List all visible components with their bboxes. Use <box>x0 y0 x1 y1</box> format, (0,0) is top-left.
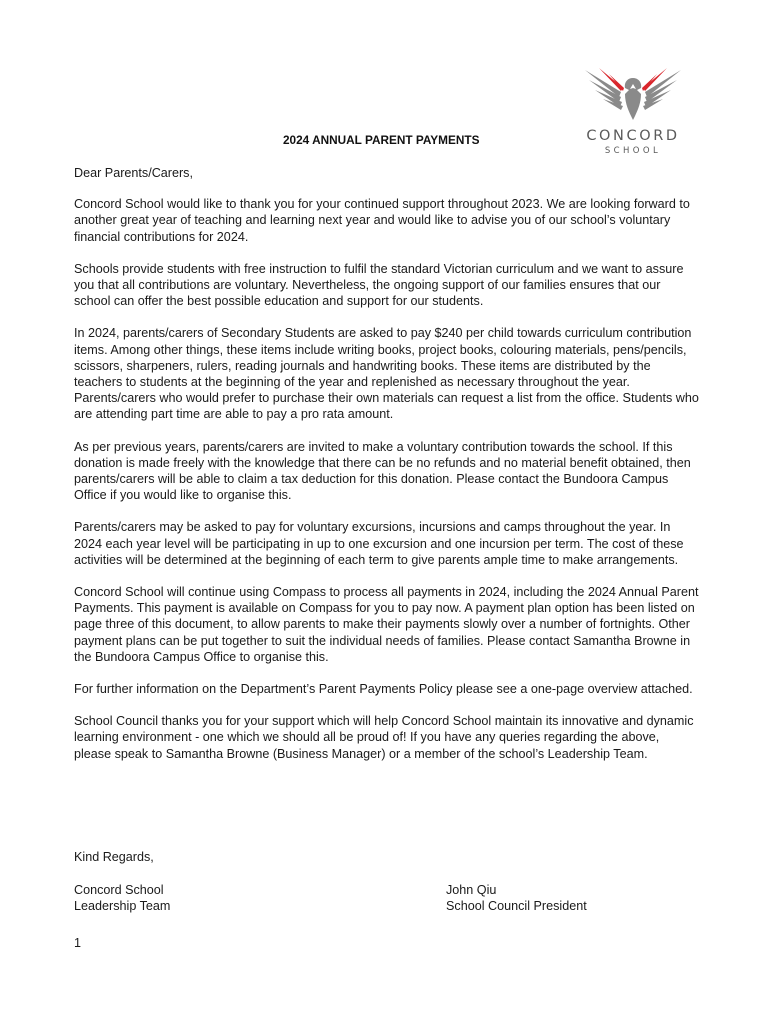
greeting: Dear Parents/Carers, <box>74 166 193 180</box>
paragraph-1: Concord School would like to thank you for your continued support throughout 2023. We are looking forward to another great year of teaching and learning next year and would like to advise you of our school’s voluntary financial contributions for 2024. <box>74 197 690 244</box>
signature-right-line1: John Qiu <box>446 883 497 897</box>
logo-subtitle: SCHOOL <box>604 146 662 156</box>
paragraph-2: Schools provide students with free instruction to fulfil the standard Victorian curriculum and we want to assure you that all contributions are voluntary. Nevertheless, the ongoing support of our families ensures that our school can offer the best possible education and support for our students. <box>74 261 684 309</box>
closing-salutation: Kind Regards, <box>74 850 154 864</box>
signature-left <box>74 882 170 914</box>
page-number: 1 <box>74 936 82 950</box>
paragraph-4: As per previous years, parents/carers are invited to make a voluntary contribution towards the school. If this donation is made freely with the knowledge that there can be no refunds and no material benefit obtained, then parents/carers will be able to claim a tax deduction for this donation. Please contact the Bundoora Campus Office if you would like to organise this. <box>74 439 691 503</box>
paragraph-5: Parents/carers may be asked to pay for voluntary excursions, incursions and camps throughout the year. In 2024 each year level will be participating in up to one excursion and one incursion per term. The cost of these activities will be determined at the beginning of each term to give parents ample time to make arrangements. <box>74 520 684 567</box>
signature-left-line1: Concord School <box>74 883 164 897</box>
concord-school-logo <box>578 64 688 160</box>
signature-left-line2: Leadership Team <box>74 899 171 914</box>
paragraph-6: Concord School will continue using Compass to process all payments in 2024, including the 2024 Annual Parent Payments. This payment is available on Compass for you to pay now. A payment plan option has been listed on page three of this document, to allow parents to make their payments slowly over a number of fortnights. Other payment plans can be put together to suit the individual needs of families. Please contact Samantha Browne in the Bundoora Campus Office to organise this. <box>74 585 699 664</box>
signature-right-line2: School Council President <box>446 899 587 914</box>
eagle-emblem-icon <box>583 64 683 122</box>
document-title: 2024 ANNUAL PARENT PAYMENTS <box>283 133 480 147</box>
paragraph-3: In 2024, parents/carers of Secondary Students are asked to pay $240 per child towards curriculum contribution items. Among other things, these items include writing books, project books, colouring materials, pens/pencils, scissors, sharpeners, rulers, reading journals and handwriting books. These items are distributed by the teachers to students at the beginning of the year and replenished as necessary throughout the year. Parents/carers who would prefer to purchase their own materials can request a list from the office. Students who are attending part time are able to pay a pro rata amount. <box>74 326 699 422</box>
logo-wordmark: CONCORD <box>586 128 680 144</box>
paragraph-7: For further information on the Department’s Parent Payments Policy please see a one-page overview attached. <box>74 682 693 697</box>
paragraph-8: School Council thanks you for your support which will help Concord School maintain its innovative and dynamic learning environment - one which we should all be proud of! If you have any queries regarding the above, please speak to Samantha Browne (Business Manager) or a member of the school’s Leadership Team. <box>74 714 694 761</box>
letter-body <box>74 165 699 778</box>
signature-right <box>446 882 587 914</box>
